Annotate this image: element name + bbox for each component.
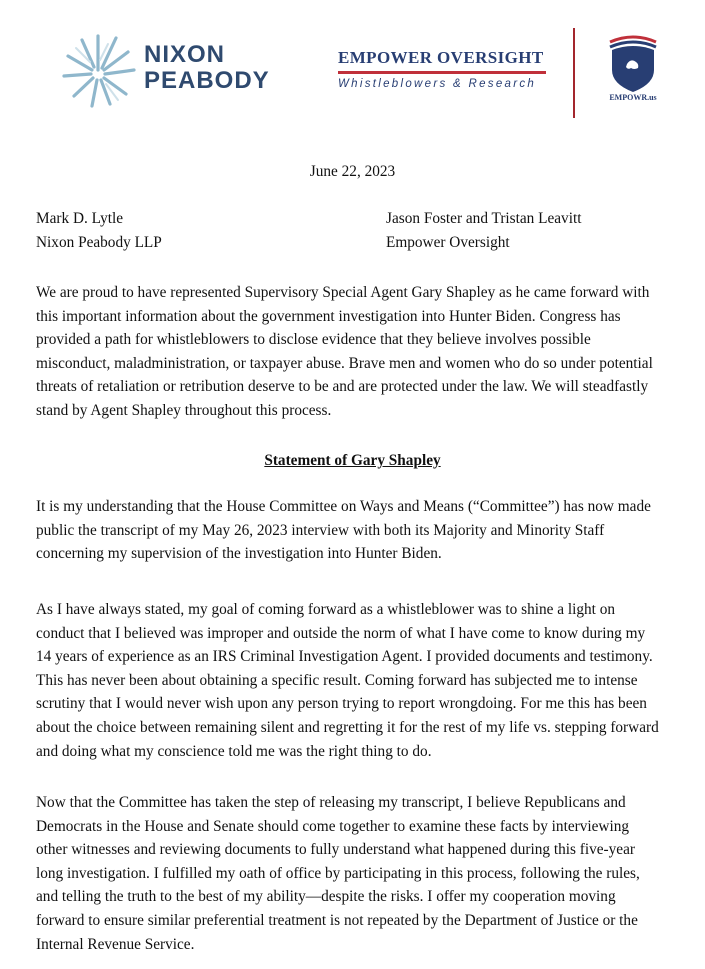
statement-paragraph-3 [36, 791, 696, 956]
paragraph-line: provided a path for whistleblowers to disclose evidence that they believe involves possible [36, 331, 591, 349]
letterhead [0, 0, 705, 140]
paragraph-line: threats of retaliation or retribution deserve to be and are protected under the law. We will steadfastly [36, 378, 649, 396]
paragraph-line: This has never been about obtaining a specific result. Coming forward has subjected me to intense [36, 671, 638, 689]
statement-paragraph-2 [36, 598, 696, 763]
paragraph-line: this important information about the government investigation into Hunter Biden. Congress has [36, 307, 621, 325]
empower-oversight-subtitle: Whistleblowers & Research [338, 78, 537, 90]
paragraph-line: 14 years of experience as an IRS Criminal Investigation Agent. I provided documents and testimony. [36, 648, 653, 666]
nixon-peabody-wordmark [144, 42, 270, 94]
wordmark-line-1: NIXON [144, 41, 226, 68]
paragraph-line: conduct that I believed was improper and outside the norm of what I have come to know during my [36, 624, 646, 642]
statement-title: Statement of Gary Shapley [264, 452, 441, 469]
paragraph-line: other witnesses and reviewing documents to fully understand what happened during this five-year [36, 841, 635, 859]
starburst-icon [60, 30, 140, 110]
badge-label: EMPOWR.us [609, 93, 657, 102]
address-right-line-1: Jason Foster and Tristan Leavitt [386, 210, 582, 227]
letter-date: June 22, 2023 [309, 163, 396, 180]
paragraph-line: We are proud to have represented Supervisory Special Agent Gary Shapley as he came forward with [36, 284, 650, 301]
paragraph-line: and telling the truth to the best of my ability—despite the risks. I offer my cooperation moving [36, 888, 616, 906]
header-divider [573, 28, 575, 118]
paragraph-line: As I have always stated, my goal of coming forward as a whistleblower was to shine a light on [36, 601, 616, 618]
paragraph-line: Democrats in the House and Senate should come together to examine these facts by interviewing [36, 817, 630, 835]
address-right-line-2: Empower Oversight [386, 234, 510, 251]
paragraph-line: Internal Revenue Service. [36, 935, 195, 953]
paragraph-line: about the choice between remaining silent and regretting it for the rest of my life vs. stepping forward [36, 718, 659, 736]
paragraph-line: concerning my supervision of the investigation into Hunter Biden. [36, 545, 442, 563]
paragraph-line: misconduct, maladministration, or taxpayer abuse. Brave men and women who do so under potential [36, 354, 653, 372]
empower-oversight-title: EMPOWER OVERSIGHT [338, 48, 544, 67]
paragraph-line: public the transcript of my May 26, 2023 interview with both its Majority and Minority Staff [36, 521, 605, 539]
title-underline [338, 71, 546, 74]
statement-paragraph-1 [36, 495, 696, 566]
paragraph-line: scrutiny that I would never wish upon any person trying to report wrongdoing. For me this has been [36, 695, 647, 713]
address-left-line-1: Mark D. Lytle [36, 210, 124, 227]
paragraph-line: forward to ensure similar preferential treatment is not repeated by the Department of Justice or the [36, 911, 638, 929]
wordmark-line-2: PEABODY [144, 67, 270, 94]
nixon-peabody-logo [60, 30, 270, 110]
paragraph-line: long investigation. I fulfilled my oath of office by participating in this process, following the rules, [36, 864, 640, 882]
intro-paragraph [36, 281, 696, 423]
paragraph-line: stand by Agent Shapley throughout this process. [36, 401, 332, 419]
address-left-line-2: Nixon Peabody LLP [36, 234, 162, 251]
paragraph-line: and doing what my conscience told me was the right thing to do. [36, 742, 432, 760]
paragraph-line: Now that the Committee has taken the step of releasing my transcript, I believe Republicans and [36, 794, 626, 811]
paragraph-line: It is my understanding that the House Committee on Ways and Means (“Committee”) has now made [36, 498, 651, 515]
empower-oversight-logo [338, 48, 558, 98]
